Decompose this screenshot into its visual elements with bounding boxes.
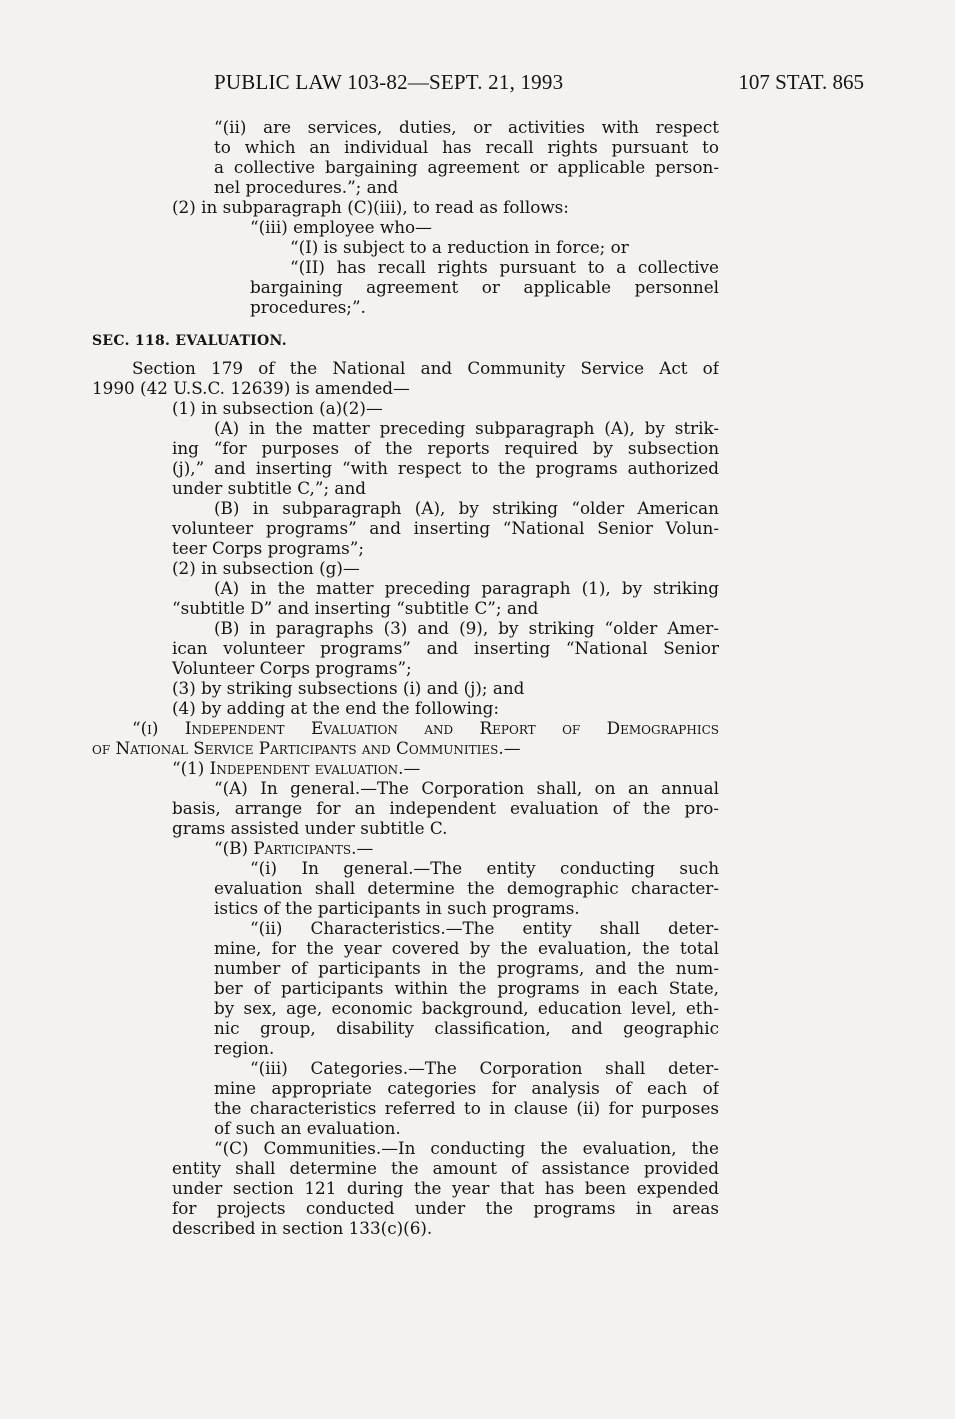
- text-line: region.: [214, 1038, 275, 1058]
- text-line: (1) in subsection (a)(2)—: [172, 398, 383, 418]
- text-line: basis, arrange for an independent evaluation of the pro-: [172, 798, 719, 818]
- text-line: “(i) In general.—The entity conducting such: [250, 858, 719, 878]
- text-line: procedures;”.: [250, 297, 366, 317]
- text-line: “(A) In general.—The Corporation shall, on an annual: [214, 778, 719, 798]
- text-line: a collective bargaining agreement or applicable person-: [214, 157, 719, 177]
- text-line: “(II) has recall rights pursuant to a collective: [290, 257, 719, 277]
- text-line: the characteristics referred to in clause (ii) for purposes: [214, 1098, 719, 1118]
- text-line: “(ii) are services, duties, or activities with respect: [214, 117, 719, 137]
- statute-page-number: 107 STAT. 865: [738, 70, 864, 94]
- text-line: grams assisted under subtitle C.: [172, 818, 448, 838]
- text-line: istics of the participants in such programs.: [214, 898, 580, 918]
- text-line: described in section 133(c)(6).: [172, 1218, 433, 1238]
- paragraph-heading: “(1) Independent evaluation.—: [172, 758, 421, 778]
- text-line: evaluation shall determine the demographic character-: [214, 878, 719, 898]
- text-line: (4) by adding at the end the following:: [172, 698, 500, 718]
- text-line: number of participants in the programs, and the num-: [214, 958, 719, 978]
- text-line: under section 121 during the year that has been expended: [172, 1178, 719, 1198]
- text-line: teer Corps programs”;: [172, 538, 365, 558]
- text-line: volunteer programs” and inserting “National Senior Volun-: [172, 518, 719, 538]
- subsection-heading: “(i) Independent Evaluation and Report of Demographics: [132, 718, 719, 738]
- text-line: (B) in paragraphs (3) and (9), by striking “older Amer-: [214, 618, 719, 638]
- text-line: ber of participants within the programs in each State,: [214, 978, 719, 998]
- text-line: under subtitle C,”; and: [172, 478, 366, 498]
- subparagraph-heading: “(B) Participants.—: [214, 838, 374, 858]
- text-line: to which an individual has recall rights pursuant to: [214, 137, 719, 157]
- text-line: by sex, age, economic background, education level, eth-: [214, 998, 719, 1018]
- text-line: ican volunteer programs” and inserting “National Senior: [172, 638, 719, 658]
- text-line: “(iii) Categories.—The Corporation shall deter-: [250, 1058, 719, 1078]
- text-line: (2) in subparagraph (C)(iii), to read as follows:: [172, 197, 569, 217]
- text-line: Section 179 of the National and Community Service Act of: [132, 358, 719, 378]
- text-line: (B) in subparagraph (A), by striking “older American: [214, 498, 719, 518]
- text-line: (A) in the matter preceding paragraph (1), by striking: [214, 578, 719, 598]
- text-line: bargaining agreement or applicable personnel: [250, 277, 719, 297]
- public-law-citation: PUBLIC LAW 103-82—SEPT. 21, 1993: [214, 70, 564, 94]
- page-header: [214, 70, 864, 98]
- text-line: “subtitle D” and inserting “subtitle C”; and: [172, 598, 539, 618]
- text-line: for projects conducted under the programs in areas: [172, 1198, 719, 1218]
- text-line: mine appropriate categories for analysis of each of: [214, 1078, 719, 1098]
- text-line: nel procedures.”; and: [214, 177, 399, 197]
- text-line: (A) in the matter preceding subparagraph (A), by strik-: [214, 418, 719, 438]
- text-line: Volunteer Corps programs”;: [172, 658, 412, 678]
- subsection-heading: of National Service Participants and Communities.—: [92, 738, 521, 758]
- text-line: “(ii) Characteristics.—The entity shall deter-: [250, 918, 719, 938]
- text-line: of such an evaluation.: [214, 1118, 401, 1138]
- text-line: (j),” and inserting “with respect to the programs authorized: [172, 458, 719, 478]
- text-line: entity shall determine the amount of assistance provided: [172, 1158, 719, 1178]
- text-line: “(I) is subject to a reduction in force; or: [290, 237, 629, 257]
- text-line: (3) by striking subsections (i) and (j); and: [172, 678, 525, 698]
- text-line: (2) in subsection (g)—: [172, 558, 360, 578]
- text-line: mine, for the year covered by the evaluation, the total: [214, 938, 719, 958]
- text-line: ing “for purposes of the reports required by subsection: [172, 438, 719, 458]
- text-line: “(iii) employee who—: [250, 217, 432, 237]
- section-heading: SEC. 118. EVALUATION.: [92, 333, 287, 349]
- text-line: 1990 (42 U.S.C. 12639) is amended—: [92, 378, 410, 398]
- text-line: nic group, disability classification, and geographic: [214, 1018, 719, 1038]
- text-line: “(C) Communities.—In conducting the evaluation, the: [214, 1138, 719, 1158]
